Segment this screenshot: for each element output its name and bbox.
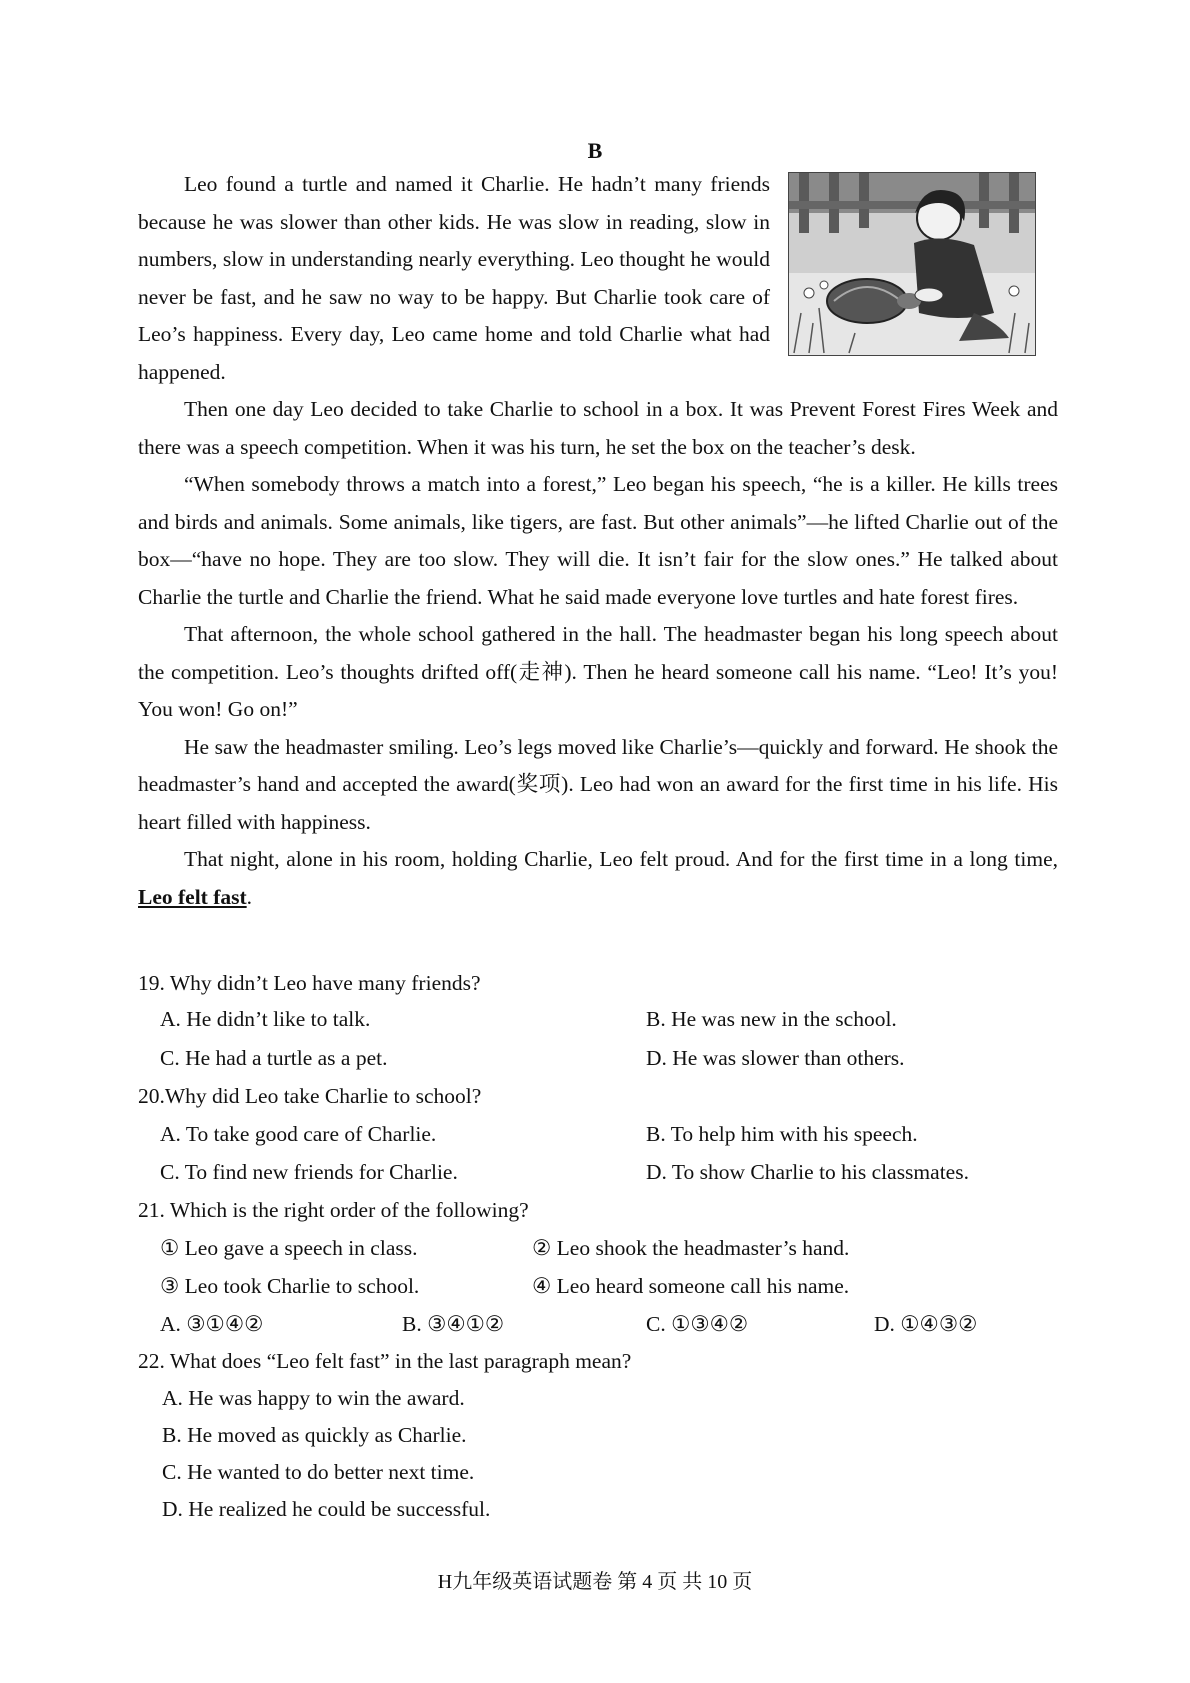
- question-19-option-a: A. He didn’t like to talk.: [160, 1007, 371, 1031]
- paragraph-6-end: .: [246, 884, 253, 909]
- paragraph-6-text: That night, alone in his room, holding Charlie, Leo felt proud. And for the first time in a long time,: [184, 847, 1058, 871]
- passage-intro: [138, 166, 770, 391]
- question-21-stem: 21. Which is the right order of the following?: [138, 1198, 529, 1222]
- question-21-option-a: A. ③①④②: [160, 1312, 264, 1336]
- passage-paragraph-6: [138, 841, 1058, 916]
- question-22-option-d: D. He realized he could be successful.: [162, 1497, 491, 1521]
- question-21-option-d: D. ①④③②: [874, 1312, 978, 1336]
- section-title: B: [587, 138, 603, 163]
- question-22-option-a: A. He was happy to win the award.: [162, 1386, 465, 1410]
- question-22-stem: 22. What does “Leo felt fast” in the last paragraph mean?: [138, 1349, 632, 1373]
- question-20-option-c: C. To find new friends for Charlie.: [160, 1160, 458, 1184]
- passage-paragraph-5: He saw the headmaster smiling. Leo’s legs moved like Charlie’s—quickly and forward. He shook the headmaster’s hand and accepted the award(奖项). Leo had won an award for the first time in his life. His heart filled with happiness.: [138, 734, 1058, 834]
- passage-paragraph-1: Leo found a turtle and named it Charlie. He hadn’t many friends because he was slower than other kids. He was slow in reading, slow in numbers, slow in understanding nearly everything. Leo thought he would never be fast, and he saw no way to be happy. But Charlie took care of Leo’s happiness. Every day, Leo came home and told Charlie what had happened.: [138, 172, 770, 384]
- question-21-event-1: ① Leo gave a speech in class.: [160, 1236, 418, 1260]
- question-19-stem: 19. Why didn’t Leo have many friends?: [138, 971, 481, 995]
- question-22-option-c: C. He wanted to do better next time.: [162, 1460, 475, 1484]
- question-21-event-2: ② Leo shook the headmaster’s hand.: [532, 1236, 850, 1260]
- page-footer: H九年级英语试题卷 第 4 页 共 10 页: [437, 1571, 753, 1593]
- question-21-option-b: B. ③④①②: [402, 1312, 505, 1336]
- question-20-stem: 20.Why did Leo take Charlie to school?: [138, 1084, 482, 1108]
- question-22-option-b: B. He moved as quickly as Charlie.: [162, 1423, 467, 1447]
- question-21-event-4: ④ Leo heard someone call his name.: [532, 1274, 850, 1298]
- passage-body: [138, 391, 1058, 916]
- question-21-option-c: C. ①③④②: [646, 1312, 749, 1336]
- passage-paragraph-3: “When somebody throws a match into a forest,” Leo began his speech, “he is a killer. He kills trees and birds and animals. Some animals, like tigers, are fast. But other animals”—he lifted Charlie out of the box—“have no hope. They are too slow. They will die. It isn’t fair for the slow ones.” He talked about Charlie the turtle and Charlie the friend. What he said made everyone love turtles and hate forest fires.: [138, 472, 1058, 609]
- question-19-option-b: B. He was new in the school.: [646, 1007, 897, 1031]
- question-19-option-d: D. He was slower than others.: [646, 1046, 905, 1070]
- question-19-option-c: C. He had a turtle as a pet.: [160, 1046, 388, 1070]
- question-20-option-a: A. To take good care of Charlie.: [160, 1122, 437, 1146]
- boy-with-turtle-illustration: [788, 172, 1036, 356]
- passage-paragraph-4: That afternoon, the whole school gathered in the hall. The headmaster began his long speech about the competition. Leo’s thoughts drifted off(走神). Then he heard someone call his name. “Leo! It’s you! You won! Go on!”: [138, 622, 1058, 721]
- question-20-option-d: D. To show Charlie to his classmates.: [646, 1160, 969, 1184]
- passage-paragraph-2: Then one day Leo decided to take Charlie to school in a box. It was Prevent Forest Fires Week and there was a speech competition. When it was his turn, he set the box on the teacher’s desk.: [138, 397, 1058, 459]
- question-20-option-b: B. To help him with his speech.: [646, 1122, 918, 1146]
- illustration-drawing: [789, 173, 1035, 355]
- key-phrase: Leo felt fast: [138, 884, 247, 909]
- question-21-event-3: ③ Leo took Charlie to school.: [160, 1274, 420, 1298]
